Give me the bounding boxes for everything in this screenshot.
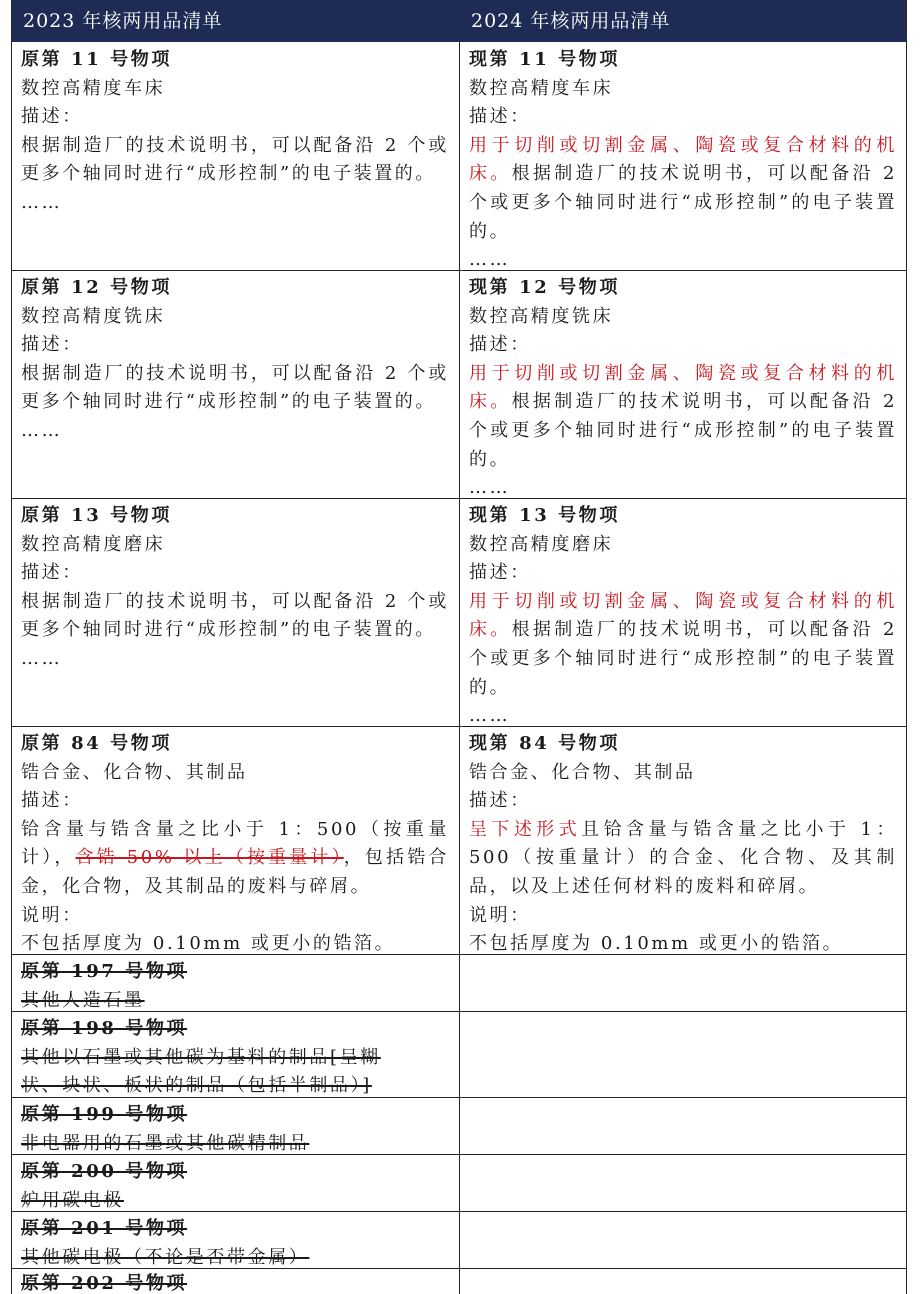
row-divider: [11, 1097, 907, 1098]
item-title: 现第 11 号物项: [469, 49, 620, 70]
item-description: 根据制造厂的技术说明书，可以配备沿 2 个或更多个轴同时进行“成形控制”的电子装置的。: [469, 391, 897, 470]
item-note: 不包括厚度为 0.10mm 或更小的锆箔。: [469, 933, 844, 954]
item-title: 原第 199 号物项: [21, 1104, 188, 1125]
item-name: 非电器用的石墨或其他碳精制品: [21, 1132, 310, 1154]
item-title: 现第 84 号物项: [469, 733, 620, 754]
added-text: 呈下述形式: [469, 818, 582, 840]
item-name: 数控高精度铣床: [469, 305, 614, 327]
row-divider: [11, 1211, 907, 1212]
removed-item-199: [11, 1097, 459, 1154]
ellipsis: ……: [469, 249, 511, 270]
desc-label: 描述：: [469, 334, 531, 356]
item-name-cont: 状、块状、板状的制品（包括半制品）]: [21, 1075, 372, 1097]
removed-text: 含锆 50% 以上（按重量计）: [75, 847, 344, 869]
ellipsis: ……: [21, 419, 63, 441]
desc-label: 描述：: [21, 562, 83, 584]
item-name: 其他人造石墨: [21, 989, 145, 1011]
row-divider: [11, 498, 907, 499]
row-divider: [11, 954, 907, 955]
removed-item-198: [11, 1011, 459, 1097]
row-divider: [11, 1268, 907, 1269]
item-title: 原第 202 号物项: [21, 1273, 188, 1294]
note-label: 说明：: [469, 904, 531, 926]
item-description: 根据制造厂的技术说明书，可以配备沿 2 个或更多个轴同时进行“成形控制”的电子装置的。: [21, 134, 449, 185]
item-title: 原第 11 号物项: [21, 49, 172, 70]
header-2023: 2023 年核两用品清单: [11, 0, 459, 42]
ellipsis: ……: [21, 191, 63, 213]
item-description: 且铪含量与锆含量之比小于 1：500（按重量计）的合金、化合物、及其制品，以及上述任何材料的废料和碎屑。: [469, 818, 897, 897]
removed-item-201: [11, 1211, 459, 1268]
ellipsis: ……: [469, 705, 511, 726]
ellipsis: ……: [21, 647, 63, 669]
item-title: 原第 84 号物项: [21, 733, 172, 754]
ellipsis: ……: [469, 477, 511, 498]
row-divider: [11, 1154, 907, 1155]
added-text: 用于切削或切割金属、陶瓷或复合材料的机床。: [469, 134, 897, 185]
added-text: 用于切削或切割金属、陶瓷或复合材料的机床。: [469, 590, 897, 641]
item-name: 数控高精度磨床: [469, 533, 614, 555]
item-title: 现第 13 号物项: [469, 505, 620, 526]
row-13-old: [11, 498, 459, 726]
desc-label: 描述：: [21, 334, 83, 356]
desc-label: 描述：: [469, 106, 531, 128]
row-12-old: [11, 270, 459, 498]
row-13-new: [459, 498, 907, 726]
desc-label: 描述：: [21, 106, 83, 128]
item-name: 数控高精度车床: [469, 77, 614, 99]
item-description-cont: ，包括锆合金，化合物，及其制品的废料与碎屑。: [21, 847, 449, 897]
item-title: 原第 197 号物项: [21, 961, 188, 982]
removed-item-197: [11, 954, 459, 1011]
row-11-new: [459, 42, 907, 270]
item-description: 根据制造厂的技术说明书，可以配备沿 2 个或更多个轴同时进行“成形控制”的电子装置的。: [21, 362, 449, 413]
item-title: 原第 12 号物项: [21, 277, 172, 298]
item-name: 数控高精度磨床: [21, 533, 166, 555]
note-label: 说明：: [21, 904, 83, 926]
table-border-left: [11, 42, 12, 1294]
added-text: 用于切削或切割金属、陶瓷或复合材料的机床。: [469, 362, 897, 413]
desc-label: 描述：: [21, 790, 83, 812]
row-12-new: [459, 270, 907, 498]
item-name: 数控高精度车床: [21, 77, 166, 99]
item-name: 其他碳电极（不论是否带金属）: [21, 1246, 310, 1268]
item-description: 根据制造厂的技术说明书，可以配备沿 2 个或更多个轴同时进行“成形控制”的电子装置的。: [469, 163, 897, 242]
desc-label: 描述：: [469, 562, 531, 584]
item-description: 根据制造厂的技术说明书，可以配备沿 2 个或更多个轴同时进行“成形控制”的电子装置的。: [21, 590, 449, 641]
item-name: 炉用碳电极: [21, 1189, 124, 1211]
desc-label: 描述：: [469, 790, 531, 812]
row-84-new: [459, 726, 907, 954]
column-divider: [459, 42, 460, 1294]
item-name: 锆合金、化合物、其制品: [469, 761, 696, 783]
row-divider: [11, 270, 907, 271]
row-11-old: [11, 42, 459, 270]
item-title: 原第 13 号物项: [21, 505, 172, 526]
item-name: 锆合金、化合物、其制品: [21, 761, 248, 783]
table-border-right: [906, 42, 907, 1294]
item-title: 原第 201 号物项: [21, 1218, 188, 1239]
item-name: 数控高精度铣床: [21, 305, 166, 327]
item-description: 铪含量与锆含量之比小于 1：500（按重量计），: [21, 818, 449, 869]
header-2024: 2024 年核两用品清单: [459, 0, 907, 42]
item-description: 根据制造厂的技术说明书，可以配备沿 2 个或更多个轴同时进行“成形控制”的电子装置的。: [469, 619, 897, 698]
row-84-old: [11, 726, 459, 954]
item-title: 原第 200 号物项: [21, 1161, 188, 1182]
item-name: 其他以石墨或其他碳为基料的制品[呈糊: [21, 1046, 381, 1068]
removed-item-202: [11, 1268, 459, 1294]
row-divider: [11, 1011, 907, 1012]
removed-item-200: [11, 1154, 459, 1211]
row-divider: [11, 726, 907, 727]
item-title: 现第 12 号物项: [469, 277, 620, 298]
item-note: 不包括厚度为 0.10mm 或更小的锆箔。: [21, 933, 396, 954]
item-title: 原第 198 号物项: [21, 1018, 188, 1039]
